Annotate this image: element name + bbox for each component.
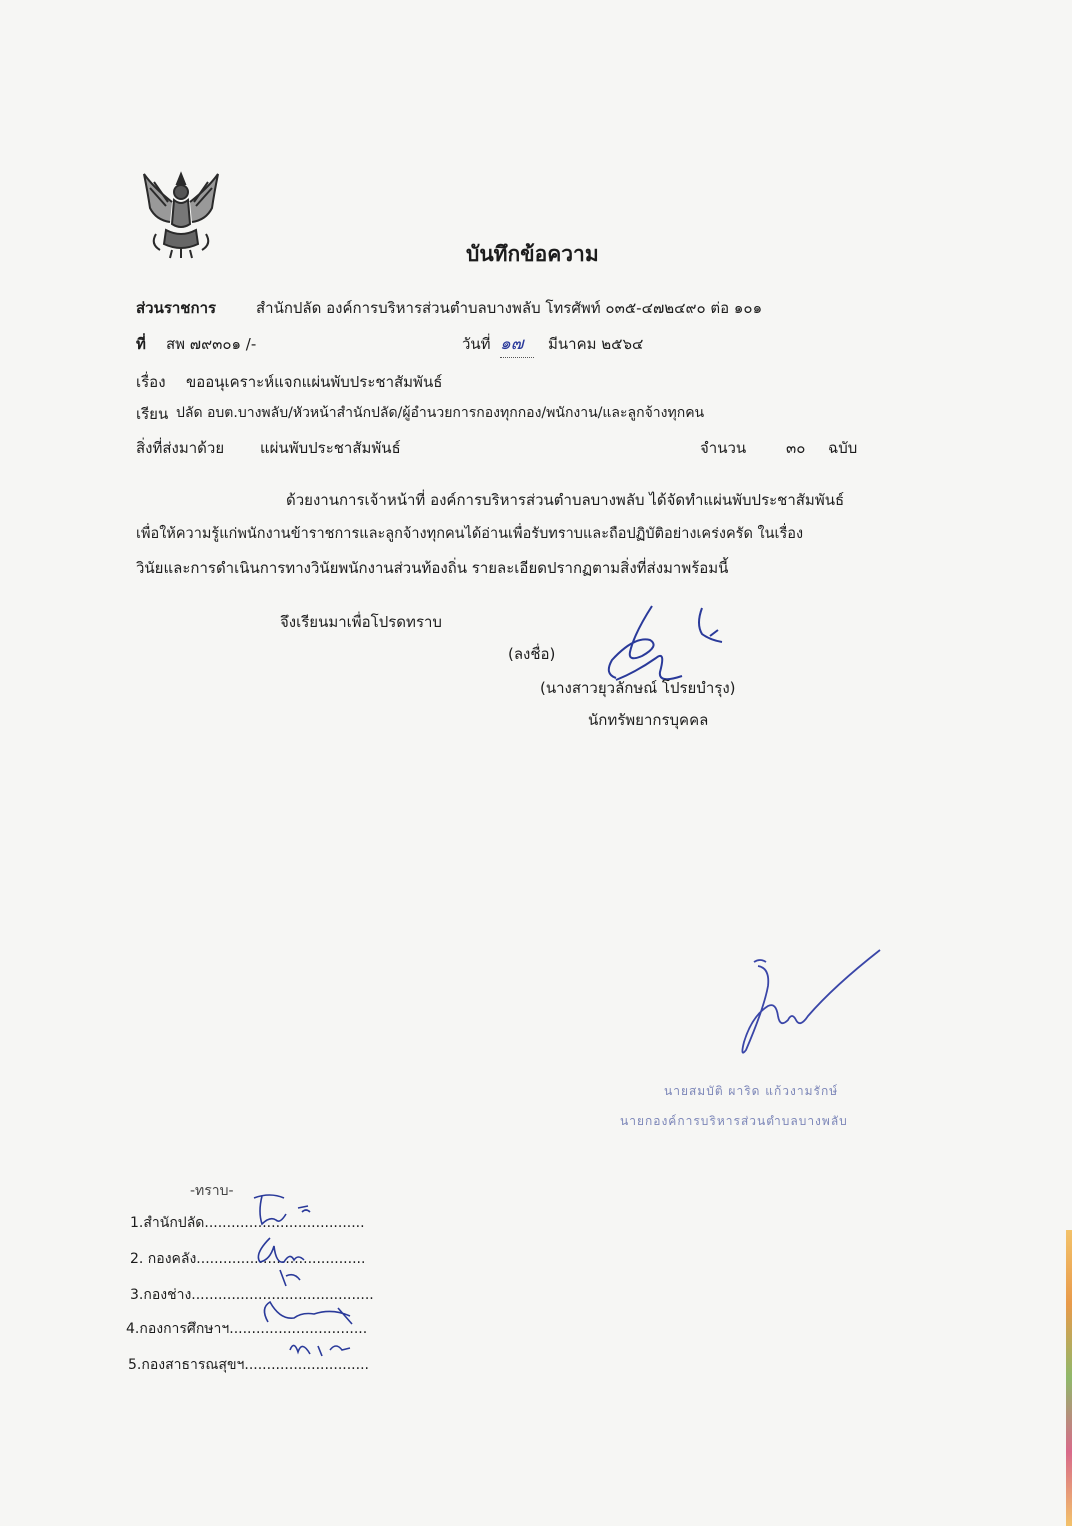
to-value: ปลัด อบต.บางพลับ/หัวหน้าสำนักปลัด/ผู้อำนวยการกองทุกกอง/พนักงาน/และลูกจ้างทุกคน [176,405,705,421]
subject-value: ขออนุเคราะห์แจกแผ่นพับประชาสัมพันธ์ [186,373,443,391]
acknowledge-heading: -ทราบ- [190,1183,234,1199]
quantity-value: ๓๐ [786,439,806,457]
body-line-2: เพื่อให้ความรู้แก่พนักงานข้าราชการและลูกจ้างทุกคนได้อ่านเพื่อรับทราบและถือปฏิบัติอย่างเคร่งครัด ในเรื่อง [136,526,804,542]
agency-label: ส่วนราชการ [136,299,217,317]
subject-label: เรื่อง [136,373,166,391]
enclosure-label: สิ่งที่ส่งมาด้วย [136,439,225,457]
memo-title: บันทึกข้อความ [466,242,599,266]
acknowledge-item: 3.กองช่าง......................................... [130,1287,374,1303]
ref-label: ที่ [136,335,146,353]
sign-label: (ลงชื่อ) [508,645,556,663]
enclosure-value: แผ่นพับประชาสัมพันธ์ [260,439,401,457]
approver-signature-icon [736,946,886,1056]
date-day-handwritten: ๑๗ [500,330,534,358]
acknowledge-item: 4.กองการศึกษาฯ............................... [126,1321,368,1337]
body-line-1: ด้วยงานการเจ้าหน้าที่ องค์การบริหารส่วนตำบลบางพลับ ได้จัดทำแผ่นพับประชาสัมพันธ์ [286,491,845,509]
ref-value: สพ ๗๙๓๐๑ /- [166,335,257,353]
page-edge-stripe [1066,1230,1072,1526]
acknowledge-item: 2. กองคลัง...................................... [130,1251,366,1267]
garuda-emblem-icon [136,168,226,260]
approver-title: นายกองค์การบริหารส่วนตำบลบางพลับ [620,1114,848,1128]
to-label: เรียน [136,405,169,423]
sender-name: (นางสาวยุวลักษณ์ โปรยบำรุง) [540,679,736,697]
acknowledge-item: 1.สำนักปลัด.................................... [130,1215,365,1231]
agency-value: สำนักปลัด องค์การบริหารส่วนตำบลบางพลับ โทรศัพท์ ๐๓๕-๔๗๒๔๙๐ ต่อ ๑๐๑ [256,299,763,317]
quantity-label: จำนวน [700,439,747,457]
acknowledge-initials-icon [240,1190,380,1370]
acknowledge-item: 5.กองสาธารณสุขฯ............................ [128,1357,369,1373]
date-label: วันที่ [462,335,491,353]
closing-line: จึงเรียนมาเพื่อโปรดทราบ [280,613,442,631]
body-line-3: วินัยและการดำเนินการทางวินัยพนักงานส่วนท้องถิ่น รายละเอียดปรากฏตามสิ่งที่ส่งมาพร้อมนี้ [136,559,729,577]
sender-position: นักทรัพยากรบุคคล [588,711,709,729]
approver-name: นายสมบัติ ผาริด แก้วงามรักษ์ [664,1084,839,1098]
quantity-unit: ฉบับ [828,439,858,457]
date-rest: มีนาคม ๒๕๖๔ [548,335,644,353]
